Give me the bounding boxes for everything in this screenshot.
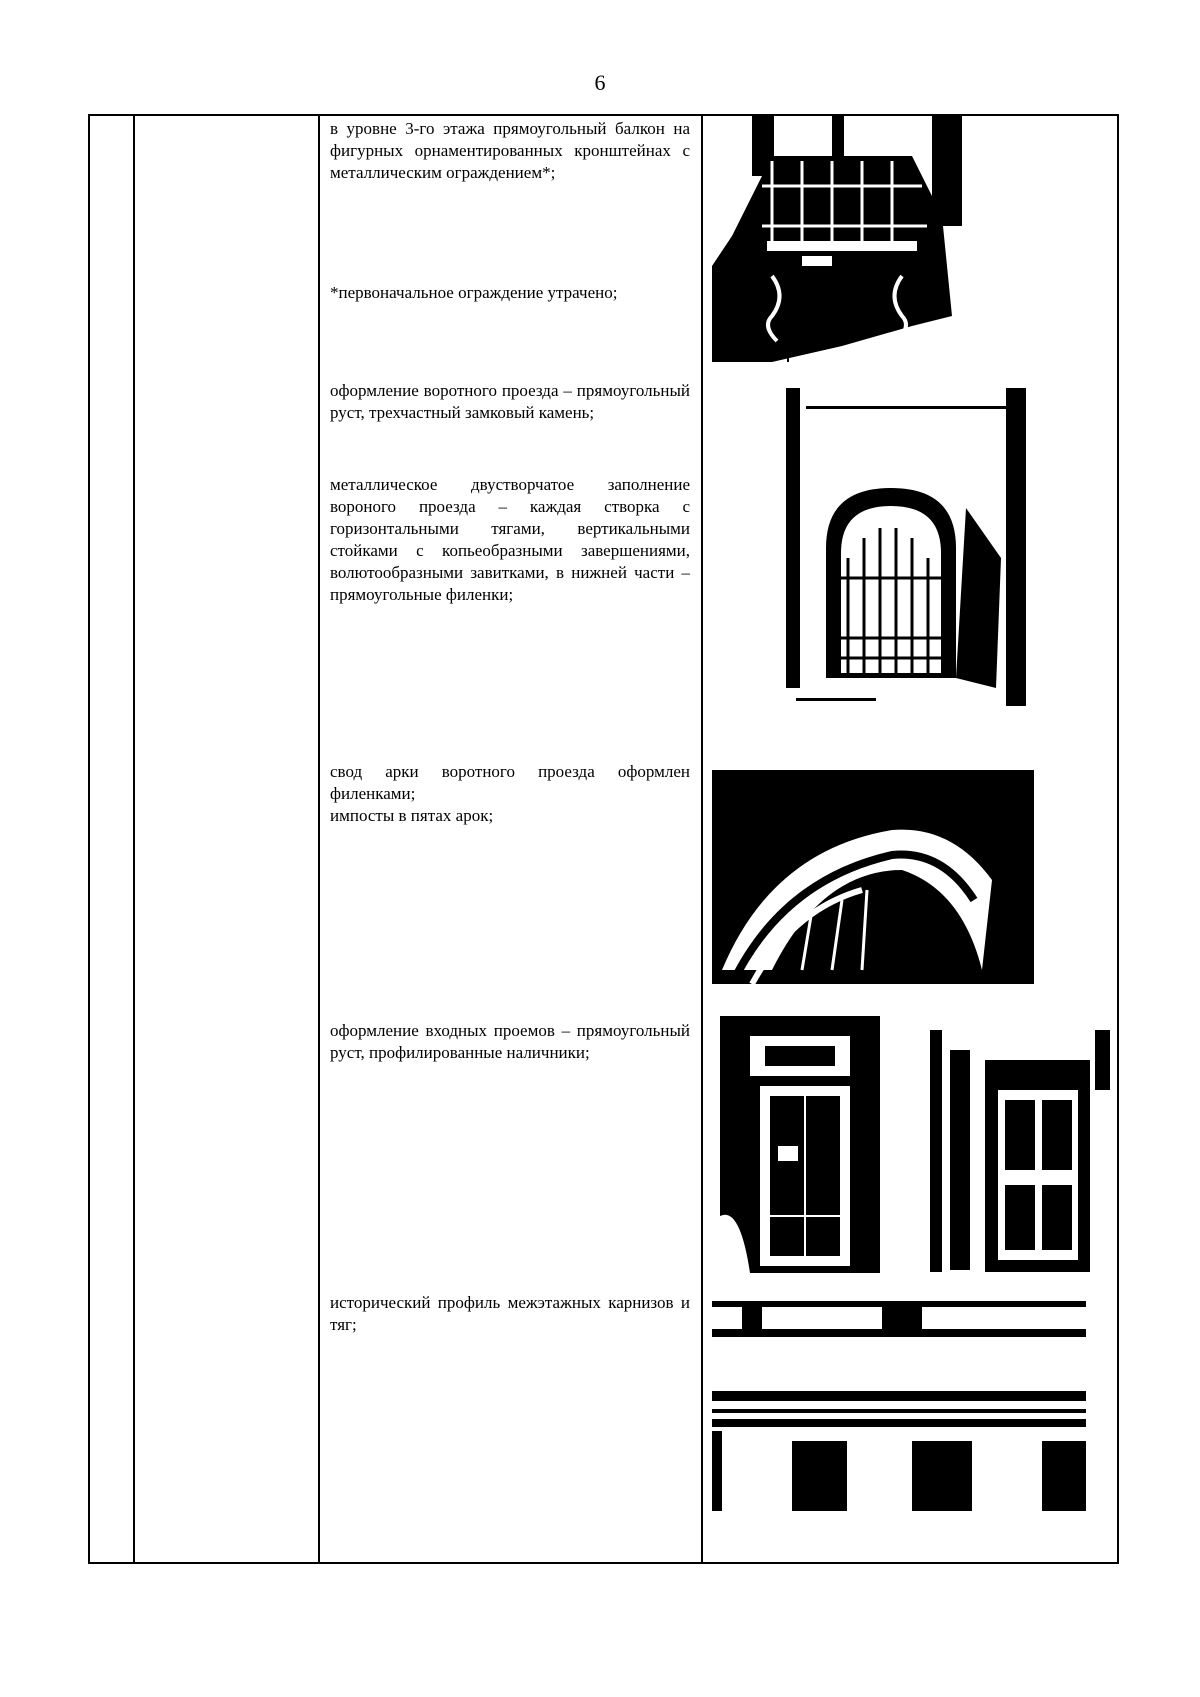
entry-text: *первоначальное ограждение утрачено; bbox=[330, 283, 618, 302]
entry-text: оформление входных проемов – прямоугольный руст, профилированные наличники; bbox=[330, 1021, 690, 1062]
entry-text: в уровне 3-го этажа прямоугольный балкон на фигурных орнаментированных кронштейнах с металлическим ограждением*; bbox=[330, 119, 690, 182]
entry-text: импосты в пятах арок; bbox=[330, 806, 494, 825]
description-entry bbox=[330, 474, 690, 606]
balcony-photo bbox=[712, 116, 992, 362]
entry-text: свод арки воротного проезда оформлен филенками; bbox=[330, 762, 690, 803]
entrance-door-photo bbox=[930, 1030, 1110, 1272]
description-entry bbox=[330, 118, 690, 184]
page-number: 6 bbox=[594, 70, 606, 95]
gate-passage-photo bbox=[786, 388, 1026, 706]
description-entry bbox=[330, 282, 690, 304]
column-divider bbox=[133, 114, 135, 1564]
cornice-photo bbox=[712, 1301, 1086, 1511]
entry-text: оформление воротного проезда – прямоугольный руст, трехчастный замковый камень; bbox=[330, 381, 690, 422]
column-divider bbox=[318, 114, 320, 1564]
arch-vault-photo bbox=[712, 770, 1034, 984]
description-entry bbox=[330, 1020, 690, 1064]
column-divider bbox=[701, 114, 703, 1564]
entrance-door-photo bbox=[720, 1016, 880, 1273]
entry-text: металлическое двустворчатое заполнение вороного проезда – каждая створка с горизонтальными тягами, вертикальными стойками с копьеобразными завершениями, волютообразными завитками, в нижней части – прямоугольные филенки; bbox=[330, 475, 690, 604]
description-entry bbox=[330, 761, 690, 827]
description-entry bbox=[330, 380, 690, 424]
description-entry bbox=[330, 1292, 690, 1336]
entry-text: исторический профиль межэтажных карнизов и тяг; bbox=[330, 1293, 690, 1334]
